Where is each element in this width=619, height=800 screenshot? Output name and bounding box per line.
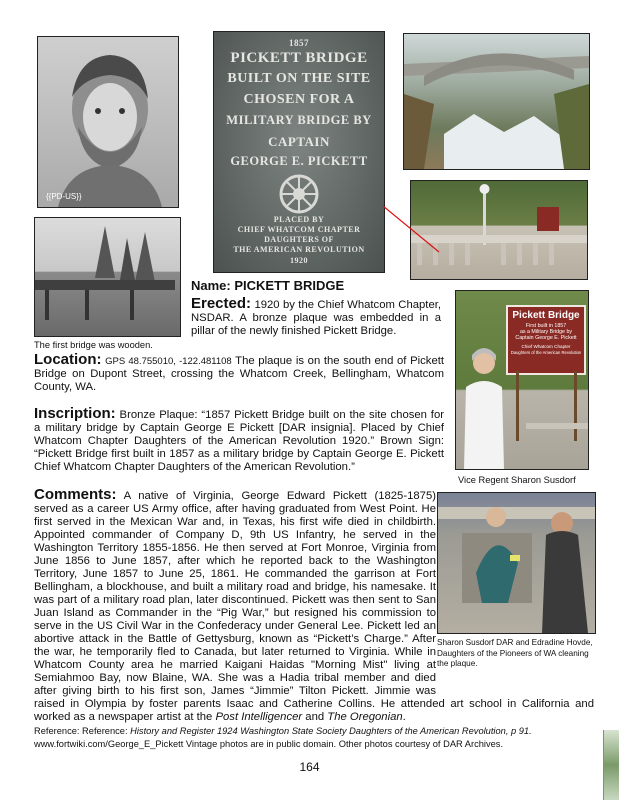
wooden-bridge-caption: The first bridge was wooden. [34, 340, 153, 350]
sign-line-2: as a Military Bridge by [519, 329, 573, 336]
location-gps: GPS 48.755010, -122.481108 [105, 356, 232, 367]
pointer-line [383, 200, 443, 260]
vice-regent-photo [455, 290, 589, 470]
newspaper-oregonian: The Oregonian [327, 711, 403, 723]
plaque-year: 1857 [289, 38, 309, 48]
comments-label: Comments: [34, 486, 117, 503]
bridge-waterfall-photo [403, 33, 590, 170]
sign-line-3: Captain George E. Pickett [515, 335, 577, 342]
comments-and: and [305, 711, 325, 723]
name-value: PICKETT BRIDGE [234, 278, 345, 293]
inscription-section [34, 407, 444, 474]
sign-line-4: Chief Whatcom Chapter [521, 343, 571, 349]
plaque-line-4: MILITARY BRIDGE BY [226, 113, 372, 127]
plaque-line-2: BUILT ON THE SITE [227, 71, 371, 86]
edge-thumbnail [603, 730, 619, 800]
page-number: 164 [299, 760, 320, 774]
dar-insignia-icon [277, 172, 321, 216]
plaque-line-title: PICKETT BRIDGE [230, 50, 368, 66]
portrait-illustration [38, 37, 178, 207]
erected-date: 1920 by the Chief Whatcom Chapter, [254, 299, 441, 311]
location-label: Location: [34, 351, 102, 368]
sign-line-1: First built in 1857 [525, 323, 567, 329]
erected-text: NSDAR. A bronze plaque was embedded in a pillar of the newly finished Pickett Bridge. [191, 312, 441, 337]
reference-label: Reference: Reference: [34, 726, 128, 736]
location-text: The plaque is on the south end of Pickett Bridge on Dupont Street, crossing the Whatcom Creek, Bellingham, Whatcom County, WA. [34, 355, 444, 393]
plaque-daughters: DAUGHTERS OF [264, 235, 334, 244]
newspaper-post-intelligencer: Post Intelligencer [215, 711, 303, 723]
plaque-line-5: CAPTAIN [268, 134, 330, 149]
sign-title: Pickett Bridge [512, 310, 580, 321]
comments-section [34, 488, 594, 724]
inscription-text: Bronze Plaque: “1857 Pickett Bridge built on the site chosen for a military bridge by Captain George E Pickett [DAR insignia]. Placed by Chief Whatcom Chapter Daughters of the American Revolution 1920.” Brown Sign: “Pickett Bridge first built in 1857 as a military bridge by Captain George E. Pickett Chief Whatcom Chapter Daughters of the American Revolution.” [34, 409, 444, 473]
erected-label: Erected: [191, 295, 252, 312]
cleaning-caption: Sharon Susdorf DAR and Edradine Hovde, Daughters of the Pioneers of WA cleaning the plaque. [437, 638, 593, 668]
reference-line-2: www.fortwiki.com/George_E_Pickett Vintage photos are in public domain. Other photos courtesy of DAR Archives. [34, 739, 504, 749]
vice-regent-caption: Vice Regent Sharon Susdorf [458, 475, 576, 485]
plaque-chapter: CHIEF WHATCOM CHAPTER [237, 225, 361, 234]
location-section [34, 353, 444, 394]
plaque-line-6: GEORGE E. PICKETT [230, 154, 368, 168]
inscription-label: Inscription: [34, 405, 116, 422]
name-heading [191, 278, 344, 293]
wooden-bridge-illustration [35, 218, 180, 336]
plaque-revolution: THE AMERICAN REVOLUTION [233, 245, 365, 254]
wooden-bridge-photo [34, 217, 181, 337]
person-illustration [456, 291, 588, 469]
name-label: Name: [191, 278, 231, 293]
reference-section [34, 725, 594, 751]
pickett-portrait-photo [37, 36, 179, 208]
erected-section [191, 297, 441, 338]
sign-line-5: Daughters of the American Revolution [510, 349, 582, 355]
bridge-waterfall-illustration [404, 34, 589, 169]
plaque-line-3: CHOSEN FOR A [243, 92, 355, 107]
reference-title: History and Register 1924 Washington State Society Daughters of the American Revolution, p 91. [130, 726, 532, 736]
public-domain-credit: {{PD-US}} [46, 192, 82, 201]
comments-end: . [402, 711, 406, 723]
comments-text: A native of Virginia, George Edward Pickett (1825-1875) served as a career US Army office, after having graduated from West Point. He first served in the Mexican War and, in Texas, his first wife died in childbirth. Appointed commander of Company D, 9th US Infantry, he served in the Washington Territory 1855-1856. He then served at Fort Monroe, Virginia from June 1856 to June 1857, after which he reported back to the Washington Territory, June 1857 to June 25, 1861. He commanded the garrison at Fort Bellingham, a blockhouse, and built a military road and bridge, his namesake. It was part of a military road plan, later discontinued. Pickett was then sent to San Juan Island as Commander in the “Pig War,” but resigned his commission to serve in the US Civil War in the Confederacy under General Lee. Pickett led an abortive attack in the Battle of Gettysburg, known as “Pickett’s Charge.” After the war, he temporarily fled to Canada, but later returned to Virginia. While in Whatcom County area he married Kaigani Haidas "Morning Mist" living at Semiahmoo Bay, now Blaine, WA. She was a Hadia tribal member and died after giving birth to his first son, James “Jimmie” Tilton Pickett. Jimmie was raised in Olympia by foster parents Isaac and Catherine Collins. He attended art school in California and worked as a newspaper artist at the [34, 490, 594, 723]
bronze-plaque-photo [213, 31, 385, 273]
plaque-placed-by: PLACED BY [273, 215, 325, 224]
plaque-1920: 1920 [290, 256, 308, 265]
